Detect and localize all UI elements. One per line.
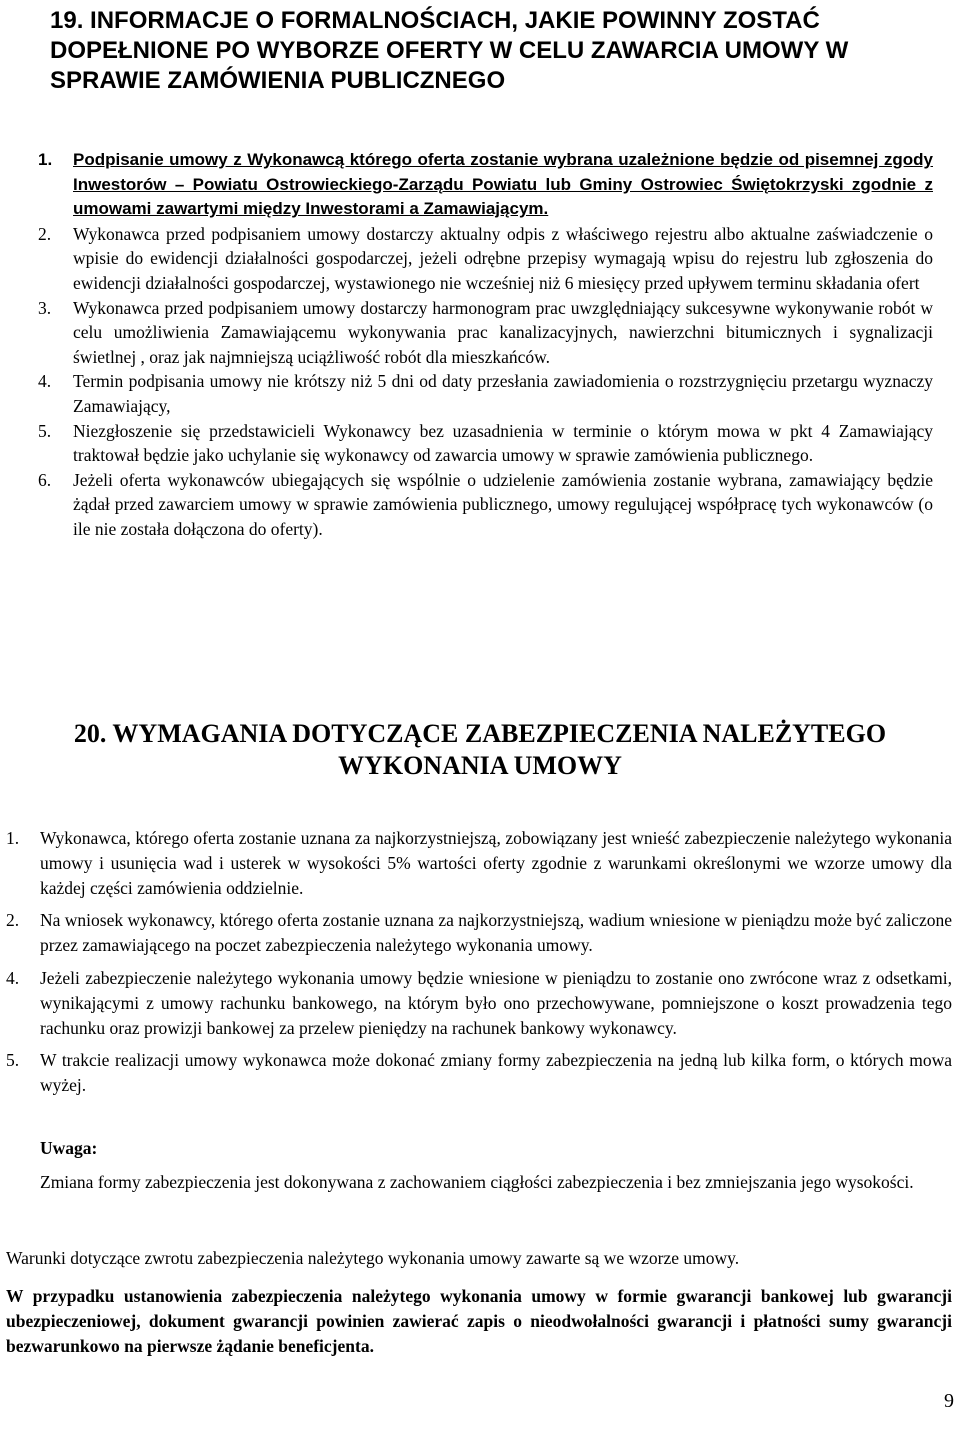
item-text: Jeżeli oferta wykonawców ubiegających się wspólnie o udzielenie zamówienia zostanie wybrana, zamawiający będzie żądał przed zawarciem umowy w sprawie zamówienia publicznego, umowy regulującej współpracę tych wykonawców (o ile nie została dołączona do oferty).	[73, 469, 933, 539]
guarantee-requirements-text: W przypadku ustanowienia zabezpieczenia należytego wykonania umowy w formie gwarancji bankowej lub gwarancji ubezpieczeniowej, dokument gwarancji powinien zawierać zapis o nieodwołalności gwarancji i płatności sumy gwarancji bezwarunkowo na pierwsze żądanie beneficjenta.	[6, 1286, 952, 1356]
item-number: 4.	[6, 967, 20, 988]
item-number: 5.	[38, 420, 52, 441]
list-item	[6, 1048, 952, 1098]
item-number: 3.	[38, 297, 52, 318]
item-number: 1.	[6, 828, 20, 848]
list-item	[38, 148, 933, 222]
item-text: W trakcie realizacji umowy wykonawca może dokonać zmiany formy zabezpieczenia na jedną lub kilka form, o których mowa wyżej.	[40, 1050, 952, 1096]
item-text: Niezgłoszenie się przedstawicieli Wykonawcy bez uzasadnienia w terminie o którym mowa w pkt 4 Zamawiający traktował będzie jako uchylanie się wykonawcy od zawarcia umowy w sprawie zamówienia publicznego.	[73, 420, 933, 466]
item-text: Na wniosek wykonawcy, którego oferta zostanie uznana za najkorzystniejszą, wadium wniesione w pieniądzu może być zaliczone przez zamawiającego na poczet zabezpieczenia należytego wykonania umowy.	[40, 910, 952, 956]
section-20-list	[6, 826, 952, 1106]
return-conditions-text: Warunki dotyczące zwrotu zabezpieczenia należytego wykonania umowy zawarte są we wzorze umowy.	[6, 1248, 740, 1268]
list-item	[6, 826, 952, 900]
page-number: 9	[944, 1390, 954, 1412]
item-number: 6.	[38, 469, 52, 490]
item-number: 1.	[38, 150, 53, 169]
list-item	[38, 222, 933, 296]
item-text: Wykonawca przed podpisaniem umowy dostarczy harmonogram prac uwzględniający sukcesywne wykonywanie robót w celu umożliwienia Zamawiającemu wykonywania prac kanalizacyjnych, nawierzchni bitumicznych i sygnalizacji świetlnej , oraz jak najmniejszą uciążliwość robót dla mieszkańców.	[73, 297, 933, 367]
list-item	[6, 966, 952, 1040]
item-number: 5.	[6, 1050, 20, 1071]
item-number: 2.	[38, 223, 52, 244]
item-number: 2.	[6, 910, 20, 931]
item-text: Wykonawca, którego oferta zostanie uznana za najkorzystniejszą, zobowiązany jest wnieść zabezpieczenie należytego wykonania umowy i usunięcia wad i usterek w wysokości 5% wartości oferty zgodnie z warunkami określonymi we wzorze umowy dla każdej części zamówienia oddzielnie.	[40, 828, 952, 898]
item-text: Jeżeli zabezpieczenie należytego wykonania umowy będzie wniesione w pieniądzu to zostanie ono zwrócone wraz z odsetkami, wynikającymi z umowy rachunku bankowego, na którym było ono przechowywane, pomniejszone o koszt prowadzenia tego rachunku oraz prowizji bankowej za przelew pieniędzy na rachunek bankowy wykonawcy.	[40, 967, 952, 1038]
note-text: Zmiana formy zabezpieczenia jest dokonywana z zachowaniem ciągłości zabezpieczenia i bez zmniejszania jego wysokości.	[40, 1172, 914, 1192]
item-text: Podpisanie umowy z Wykonawcą którego oferta zostanie wybrana uzależnione będzie od pisemnej zgody Inwestorów – Powiatu Ostrowieckiego-Zarządu Powiatu lub Gminy Ostrowiec Świętokrzyski zgodnie z umowami zawartymi między Inwestorami a Zamawiającym.	[73, 150, 933, 219]
list-item	[38, 369, 933, 418]
list-item	[38, 468, 933, 542]
item-text: Wykonawca przed podpisaniem umowy dostarczy aktualny odpis z właściwego rejestru albo aktualne zaświadczenie o wpisie do ewidencji działalności gospodarczej, jeżeli odrębne przepisy wymagają wpisu do rejestru lub zgłoszenia do ewidencji działalności gospodarczej, wystawionego nie wcześniej niż 6 miesięcy przed upływem terminu składania ofert	[73, 223, 933, 293]
section-20-heading: 20. WYMAGANIA DOTYCZĄCE ZABEZPIECZENIA NALEŻYTEGO WYKONANIA UMOWY	[73, 719, 887, 780]
list-item	[38, 296, 933, 370]
item-text: Termin podpisania umowy nie krótszy niż 5 dni od daty przesłania zawiadomienia o rozstrzygnięciu przetargu wyznaczy Zamawiający,	[73, 371, 933, 416]
section-19-heading: 19. INFORMACJE O FORMALNOŚCIACH, JAKIE POWINNY ZOSTAĆ DOPEŁNIONE PO WYBORZE OFERTY W CELU ZAWARCIA UMOWY W SPRAWIE ZAMÓWIENIA PUBLICZNEGO	[50, 7, 849, 94]
item-number: 4.	[38, 371, 52, 392]
note-label: Uwaga:	[40, 1138, 98, 1158]
section-19-list	[38, 148, 933, 542]
list-item	[6, 908, 952, 958]
list-item	[38, 419, 933, 468]
